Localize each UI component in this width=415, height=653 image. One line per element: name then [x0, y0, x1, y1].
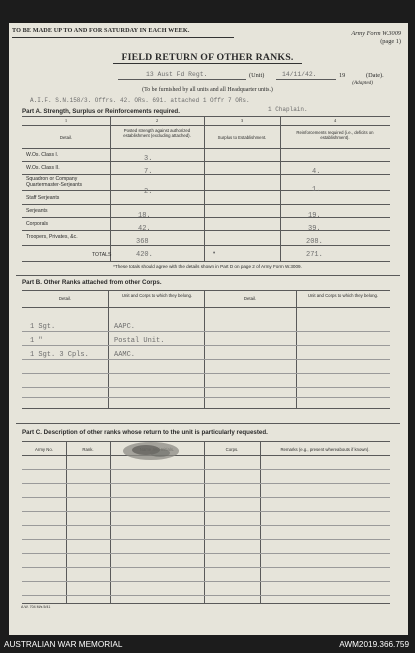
typed-strength-line: A.I.F. S.N.158/3. Offrs. 42. ORs. 691. attached 1 Offr 7 ORs. — [30, 97, 250, 104]
col-number: 4 — [333, 118, 337, 123]
reinf-value: 1. — [312, 186, 321, 194]
col-header-reinforcements: Reinforcements required (i.e., deficits on establishment). — [296, 130, 374, 140]
totals-posted: 420. — [136, 251, 153, 259]
totals-label: TOTALS — [92, 252, 112, 258]
col-header-surplus: Surplus to Establishment. — [217, 135, 267, 140]
col-header-detail: Detail. — [59, 135, 73, 140]
adapted-label: (Adapted) — [352, 80, 373, 86]
posted-value: 42. — [138, 225, 151, 233]
divider — [276, 79, 336, 80]
totals-footnote: *These totals should agree with the details shown in Part D on page 2 of Army Form W.3009. — [113, 264, 302, 269]
unit-value: 13 Aust Fd Regt. — [146, 71, 208, 78]
divider — [12, 37, 234, 38]
part-b-header-detail-2: Detail. — [243, 296, 257, 301]
divider — [22, 116, 390, 117]
divider — [110, 116, 111, 262]
row-label: Troopers, Privates, &c. — [26, 234, 78, 240]
attached-detail: 1 Sgt. 3 Cpls. — [30, 351, 89, 359]
totals-surplus: • — [212, 250, 217, 258]
attached-unit: AAMC. — [114, 351, 136, 359]
posted-value: 3. — [144, 155, 153, 163]
divider — [22, 441, 390, 442]
divider — [280, 116, 281, 262]
divider — [296, 290, 297, 408]
part-b-header-unit-2: Unit and Corps to which they belong. — [307, 293, 379, 298]
divider — [204, 290, 205, 408]
print-code: A.W. 704 M/s 5/41 — [21, 605, 51, 609]
divider — [16, 423, 400, 424]
year-prefix: 19 — [339, 72, 346, 79]
divider — [22, 125, 390, 126]
attached-detail: 1 " — [30, 337, 43, 345]
row-label: Serjeants — [26, 208, 48, 214]
divider — [204, 116, 205, 262]
page-label: (page 1) — [380, 38, 401, 45]
divider — [22, 190, 390, 191]
divider — [108, 290, 109, 408]
part-b-header-unit: Unit and Corps to which they belong. — [121, 293, 193, 298]
divider — [22, 290, 390, 291]
part-c-header-corps: Corps. — [225, 447, 239, 452]
part-b-title: Part B. Other Ranks attached from other Corps. — [22, 279, 162, 286]
row-label: Squadron or Company Quartermaster-Serjeants — [26, 176, 83, 188]
row-label: W.Os. Class I. — [26, 152, 59, 158]
divider — [22, 161, 390, 162]
divider — [22, 148, 390, 149]
typed-chaplain-line: 1 Chaplain. — [268, 106, 308, 113]
date-value: 14/11/42. — [282, 71, 317, 78]
title-underline — [113, 63, 302, 64]
row-label: Staff Serjeants — [26, 195, 60, 201]
divider — [260, 441, 261, 603]
form-number — [351, 30, 401, 46]
divider — [118, 79, 246, 80]
divider — [22, 455, 390, 456]
date-label: (Date). — [366, 72, 384, 79]
page-title: FIELD RETURN OF OTHER RANKS. — [121, 52, 294, 63]
totals-reinf: 271. — [306, 251, 323, 259]
col-header-posted: Posted strength against authorized establishment (excluding attached). — [123, 128, 191, 138]
unit-label: (Unit) — [249, 72, 265, 79]
divider — [22, 307, 390, 308]
divider — [22, 230, 390, 231]
attached-unit: Postal Unit. — [114, 337, 165, 345]
divider — [22, 204, 390, 205]
reinf-value: 4. — [312, 168, 321, 176]
divider — [22, 174, 390, 175]
top-instruction: TO BE MADE UP TO AND FOR SATURDAY IN EACH WEEK. — [12, 27, 190, 34]
divider — [22, 603, 390, 604]
divider — [22, 408, 390, 409]
attached-unit: AAPC. — [114, 323, 136, 331]
divider — [110, 441, 111, 603]
divider — [22, 261, 390, 262]
col-number: 2 — [155, 118, 159, 123]
col-number: 3 — [240, 118, 244, 123]
reinf-value: 39. — [308, 225, 321, 233]
ink-stamp-smudge — [120, 438, 182, 464]
reinf-value: 208. — [306, 238, 323, 246]
part-a-title: Part A. Strength, Surplus or Reinforcements required. — [22, 108, 180, 115]
form-number-text: Army Form W.3009 — [351, 30, 401, 37]
part-c-header-remarks: Remarks (e.g., present whereabouts if known). — [280, 447, 370, 452]
archive-caption: AUSTRALIAN WAR MEMORIAL — [4, 640, 123, 649]
reinf-value: 19. — [308, 212, 321, 220]
posted-value: 18. — [138, 212, 151, 220]
furnished-note: (To be furnished by all units and all Headquarter units.) — [142, 87, 273, 93]
divider — [66, 441, 67, 603]
divider — [22, 217, 390, 218]
part-c-header-army-no: Army No. — [35, 447, 53, 452]
part-b-header-detail: Detail. — [58, 296, 72, 301]
col-number: 1 — [64, 118, 68, 123]
divider — [22, 245, 390, 246]
attached-detail: 1 Sgt. — [30, 323, 56, 331]
row-label: W.Os. Class II. — [26, 165, 60, 171]
row-label: Corporals — [26, 221, 49, 227]
posted-value: 2. — [144, 188, 153, 196]
posted-value: 368 — [136, 238, 149, 246]
part-c-header-rank: Rank. — [82, 447, 94, 452]
divider — [16, 275, 400, 276]
part-c-title: Part C. Description of other ranks whose return to the unit is particularly requested. — [22, 429, 268, 436]
posted-value: 7. — [144, 168, 153, 176]
divider — [204, 441, 205, 603]
archive-id: AWM2019.366.759 — [339, 640, 409, 649]
